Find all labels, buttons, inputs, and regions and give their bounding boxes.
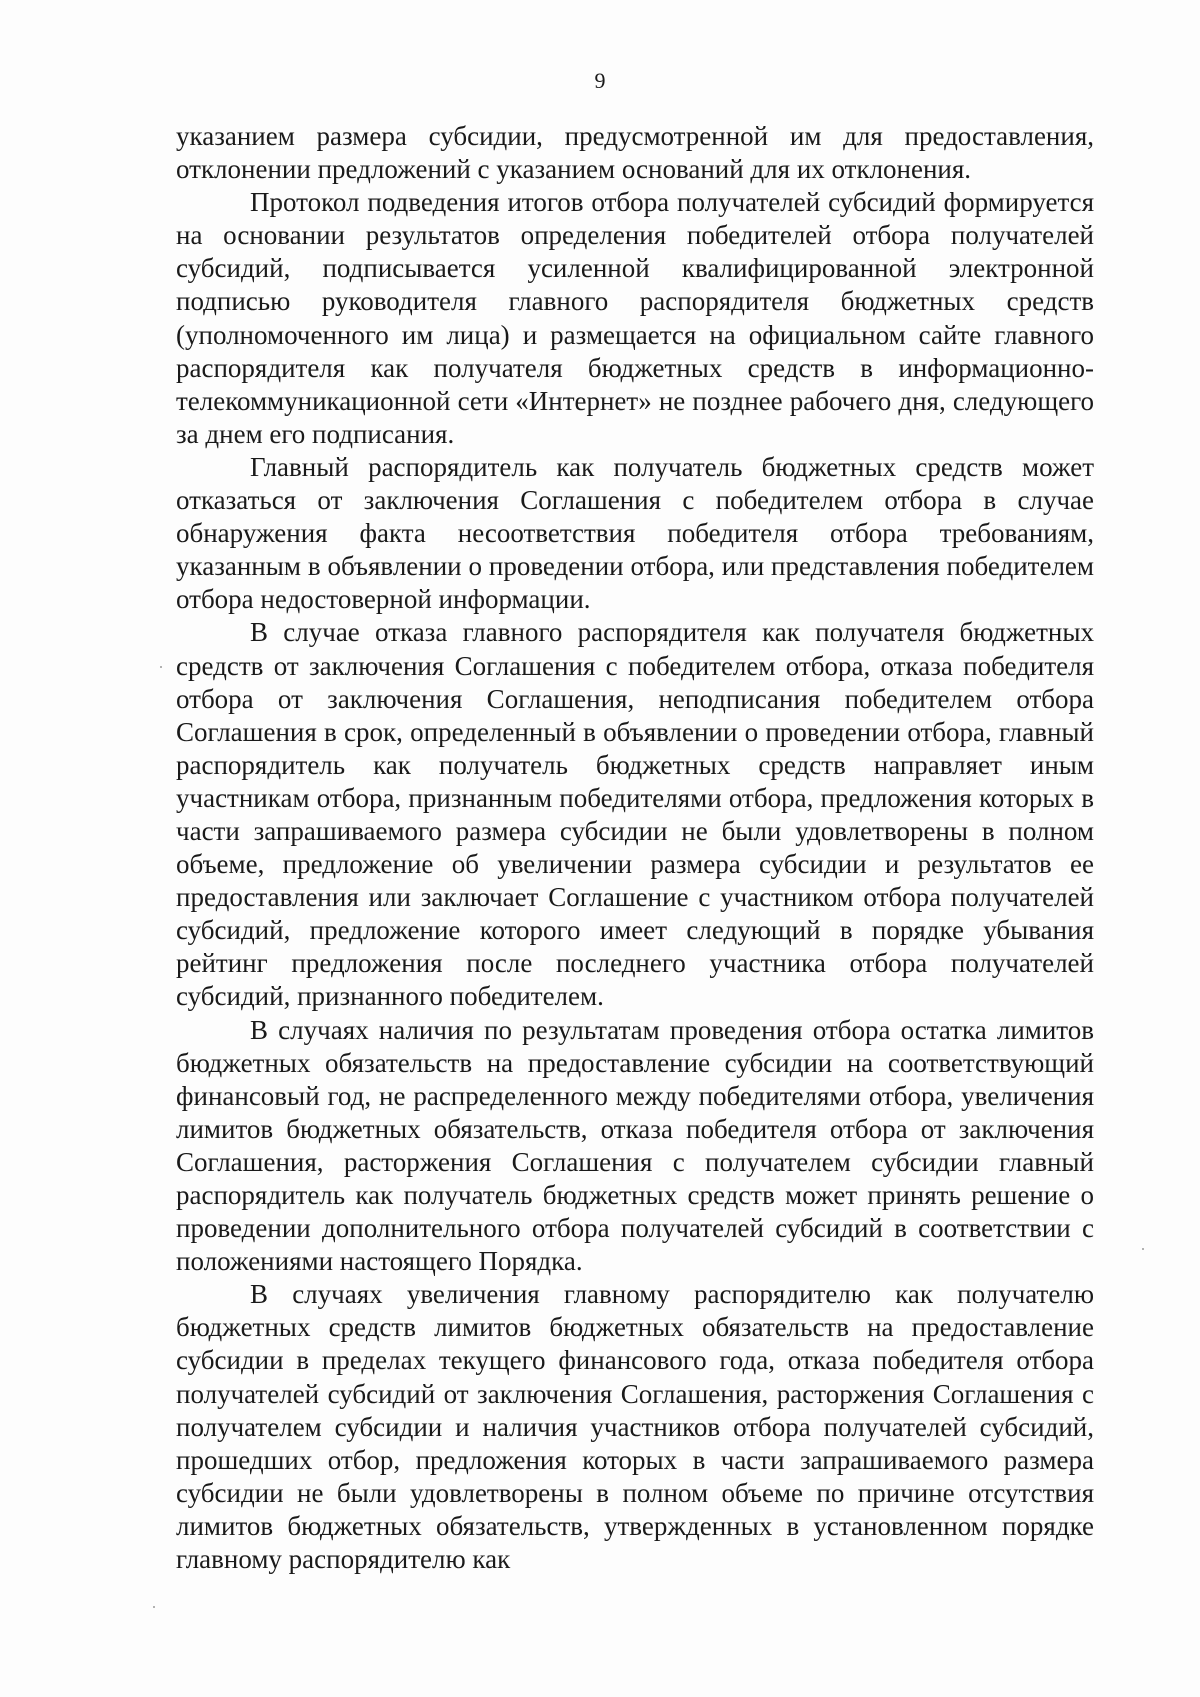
scan-speck: [160, 666, 162, 668]
scan-speck: [1142, 1248, 1144, 1250]
scan-speck: [153, 1606, 155, 1608]
paragraph-refusal-case: В случае отказа главного распорядителя как получателя бюджетных средств от заключения Соглашения с победителем отбора, отказа победителя отбора от заключения Соглашения, неподписания победителем отбора Соглашения в срок, определенный в объявлении о проведении отбора, главный распорядитель как получатель бюджетных средств направляет иным участникам отбора, признанным победителями отбора, предложения которых в части запрашиваемого размера субсидии не были удовлетворены в полном объеме, предложение об увеличении размера субсидии и результатов ее предоставления или заключает Соглашение с участником отбора получателей субсидий, предложение которого имеет следующий в порядке убывания рейтинг предложения после последнего участника отбора получателей субсидий, признанного победителем.: [176, 617, 1094, 1012]
paragraph-limits-increase: В случаях увеличения главному распорядителю как получателю бюджетных средств лимитов бюджетных обязательств на предоставление субсидии в пределах текущего финансового года, отказа победителя отбора получателей субсидий от заключения Соглашения, расторжения Соглашения с получателем субсидии и наличия участников отбора получателей субсидий, прошедших отбор, предложения которых в части запрашиваемого размера субсидии не были удовлетворены в полном объеме по причине отсутствия лимитов бюджетных обязательств, утвержденных в установленном порядке главному распорядителю как: [176, 1279, 1094, 1575]
paragraph-refusal: Главный распорядитель как получатель бюджетных средств может отказаться от заключения Соглашения с победителем отбора в случае обнаружения факта несоответствия победителя отбора требованиям, указанным в объявлении о проведении отбора, или представления победителем отбора недостоверной информации.: [176, 451, 1094, 615]
document-body: [176, 120, 1094, 1576]
paragraph-continuation: указанием размера субсидии, предусмотренной им для предоставления, отклонении предложений с указанием оснований для их отклонения.: [176, 121, 1094, 185]
paragraph-protocol: Протокол подведения итогов отбора получателей субсидий формируется на основании результатов определения победителей отбора получателей субсидий, подписывается усиленной квалифицированной электронной подписью руководителя главного распорядителя бюджетных средств (уполномоченного им лица) и размещается на официальном сайте главного распорядителя как получателя бюджетных средств в информационно-телекоммуникационной сети «Интернет» не позднее рабочего дня, следующего за днем его подписания.: [176, 187, 1094, 449]
page-number: 9: [594, 68, 606, 93]
paragraph-additional-selection: В случаях наличия по результатам проведения отбора остатка лимитов бюджетных обязательств на предоставление субсидии на соответствующий финансовый год, не распределенного между победителями отбора, увеличения лимитов бюджетных обязательств, отказа победителя отбора от заключения Соглашения, расторжения Соглашения с получателем субсидии главный распорядитель как получатель бюджетных средств может принять решение о проведении дополнительного отбора получателей субсидий в соответствии с положениями настоящего Порядка.: [176, 1014, 1094, 1277]
